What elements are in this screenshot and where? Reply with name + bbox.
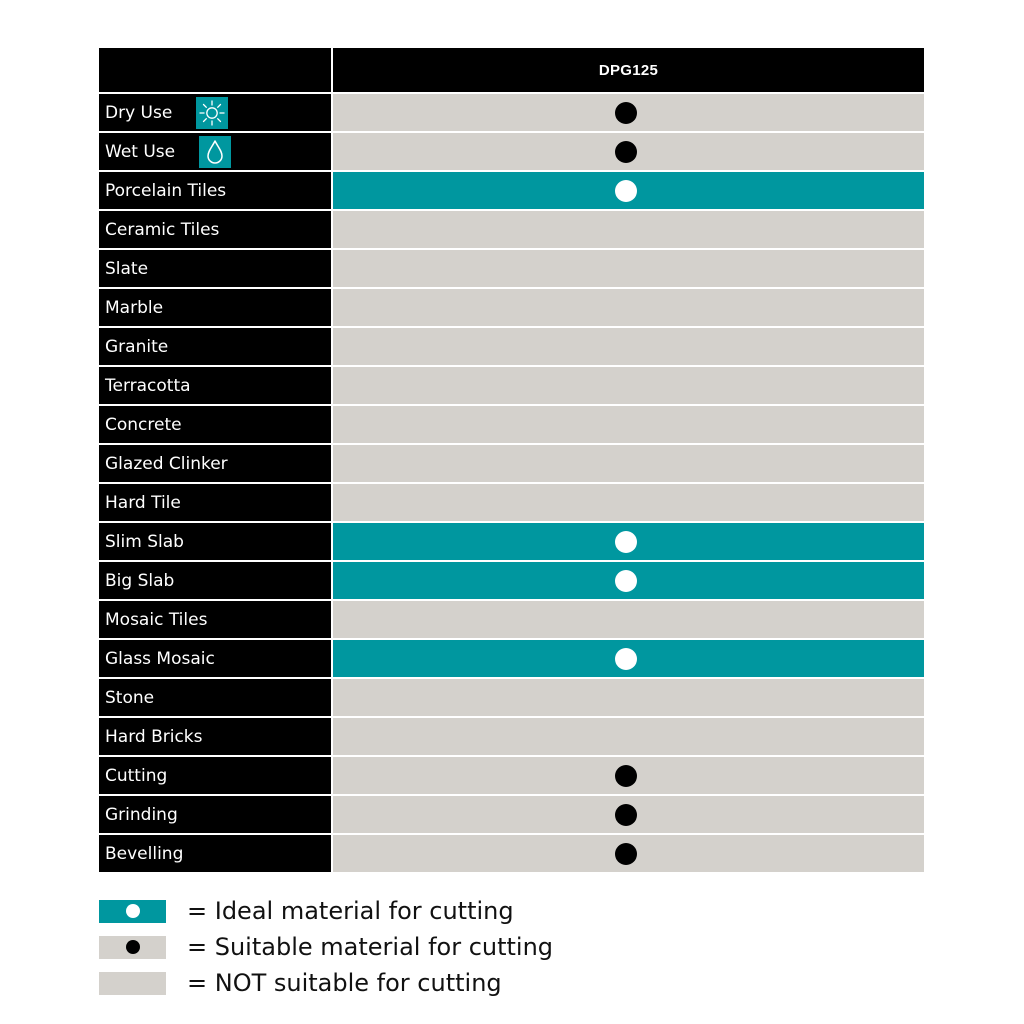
ideal-dot-icon: [126, 904, 140, 918]
rating-cell-ideal: [333, 640, 924, 677]
legend-swatch: [99, 900, 166, 923]
material-rows: [99, 94, 924, 872]
rating-cell-suitable: [333, 94, 924, 131]
row-label-cell: [99, 94, 331, 131]
row-label-cell: [99, 250, 331, 287]
ideal-dot-icon: [615, 570, 637, 592]
row-label: Cutting: [105, 765, 168, 786]
rating-cell-not-suitable: [333, 679, 924, 716]
row-label-cell: [99, 406, 331, 443]
row-label-cell: [99, 172, 331, 209]
table-row-glazed-clinker: [99, 445, 924, 482]
row-label-cell: [99, 523, 331, 560]
rating-cell-suitable: [333, 835, 924, 872]
table-row-cutting: [99, 757, 924, 794]
ideal-dot-icon: [615, 531, 637, 553]
row-label-cell: [99, 562, 331, 599]
row-label: Grinding: [105, 804, 178, 825]
rating-cell-not-suitable: [333, 445, 924, 482]
row-label: Bevelling: [105, 843, 184, 864]
legend-text: = Suitable material for cutting: [187, 933, 554, 961]
legend-swatch: [99, 936, 166, 959]
row-label: Ceramic Tiles: [105, 219, 220, 240]
rating-cell-suitable: [333, 757, 924, 794]
table-row-glass-mosaic: [99, 640, 924, 677]
row-label-cell: [99, 211, 331, 248]
water-drop-icon: [199, 136, 231, 168]
row-label: Glazed Clinker: [105, 453, 228, 474]
table-row-granite: [99, 328, 924, 365]
row-label: Hard Tile: [105, 492, 181, 513]
rating-cell-not-suitable: [333, 601, 924, 638]
rating-cell-not-suitable: [333, 328, 924, 365]
table-row-terracotta: [99, 367, 924, 404]
row-label: Slate: [105, 258, 149, 279]
ideal-dot-icon: [615, 180, 637, 202]
rating-cell-suitable: [333, 133, 924, 170]
row-label-cell: [99, 835, 331, 872]
legend-text: = Ideal material for cutting: [187, 897, 514, 925]
table-row-wet-use: [99, 133, 924, 170]
legend-swatch: [99, 972, 166, 995]
row-label: Wet Use: [105, 141, 176, 162]
suitable-dot-icon: [126, 940, 140, 954]
suitable-dot-icon: [615, 102, 637, 124]
rating-cell-not-suitable: [333, 250, 924, 287]
table-row-mosaic-tiles: [99, 601, 924, 638]
row-label-cell: [99, 718, 331, 755]
rating-cell-ideal: [333, 562, 924, 599]
row-label: Glass Mosaic: [105, 648, 215, 669]
row-label-cell: [99, 796, 331, 833]
rating-cell-not-suitable: [333, 406, 924, 443]
row-label: Granite: [105, 336, 169, 357]
row-label-cell: [99, 289, 331, 326]
table-row-slim-slab: [99, 523, 924, 560]
row-label: Terracotta: [105, 375, 191, 396]
product-column-header: DPG125: [333, 48, 924, 92]
row-label: Big Slab: [105, 570, 175, 591]
row-label: Marble: [105, 297, 164, 318]
table-row-ceramic-tiles: [99, 211, 924, 248]
row-label: Mosaic Tiles: [105, 609, 208, 630]
row-label-cell: [99, 484, 331, 521]
rating-cell-not-suitable: [333, 718, 924, 755]
rating-cell-ideal: [333, 523, 924, 560]
table-row-porcelain-tiles: [99, 172, 924, 209]
rating-cell-not-suitable: [333, 484, 924, 521]
table-row-concrete: [99, 406, 924, 443]
legend-item-suitable: [99, 929, 553, 965]
suitable-dot-icon: [615, 804, 637, 826]
table-row-hard-bricks: [99, 718, 924, 755]
row-label: Dry Use: [105, 102, 173, 123]
table-row-slate: [99, 250, 924, 287]
rating-cell-not-suitable: [333, 367, 924, 404]
legend: [99, 893, 553, 1001]
table-header-row: [99, 48, 924, 92]
row-label-cell: [99, 328, 331, 365]
ideal-dot-icon: [615, 648, 637, 670]
row-label-cell: [99, 601, 331, 638]
header-label-cell: [99, 48, 331, 92]
suitable-dot-icon: [615, 765, 637, 787]
suitable-dot-icon: [615, 843, 637, 865]
row-label: Slim Slab: [105, 531, 184, 552]
table-row-grinding: [99, 796, 924, 833]
row-label-cell: [99, 445, 331, 482]
table-row-marble: [99, 289, 924, 326]
rating-cell-not-suitable: [333, 211, 924, 248]
compatibility-table: [99, 48, 924, 874]
sun-icon: [196, 97, 228, 129]
table-row-bevelling: [99, 835, 924, 872]
table-row-big-slab: [99, 562, 924, 599]
legend-item-not-suitable: [99, 965, 553, 1001]
row-label-cell: [99, 679, 331, 716]
legend-item-ideal: [99, 893, 553, 929]
row-label: Porcelain Tiles: [105, 180, 227, 201]
suitable-dot-icon: [615, 141, 637, 163]
legend-text: = NOT suitable for cutting: [187, 969, 502, 997]
table-row-hard-tile: [99, 484, 924, 521]
row-label-cell: [99, 757, 331, 794]
table-row-dry-use: [99, 94, 924, 131]
row-label: Hard Bricks: [105, 726, 203, 747]
row-label: Stone: [105, 687, 155, 708]
table-row-stone: [99, 679, 924, 716]
rating-cell-ideal: [333, 172, 924, 209]
row-label-cell: [99, 367, 331, 404]
row-label-cell: [99, 640, 331, 677]
rating-cell-not-suitable: [333, 289, 924, 326]
row-label: Concrete: [105, 414, 182, 435]
rating-cell-suitable: [333, 796, 924, 833]
row-label-cell: [99, 133, 331, 170]
